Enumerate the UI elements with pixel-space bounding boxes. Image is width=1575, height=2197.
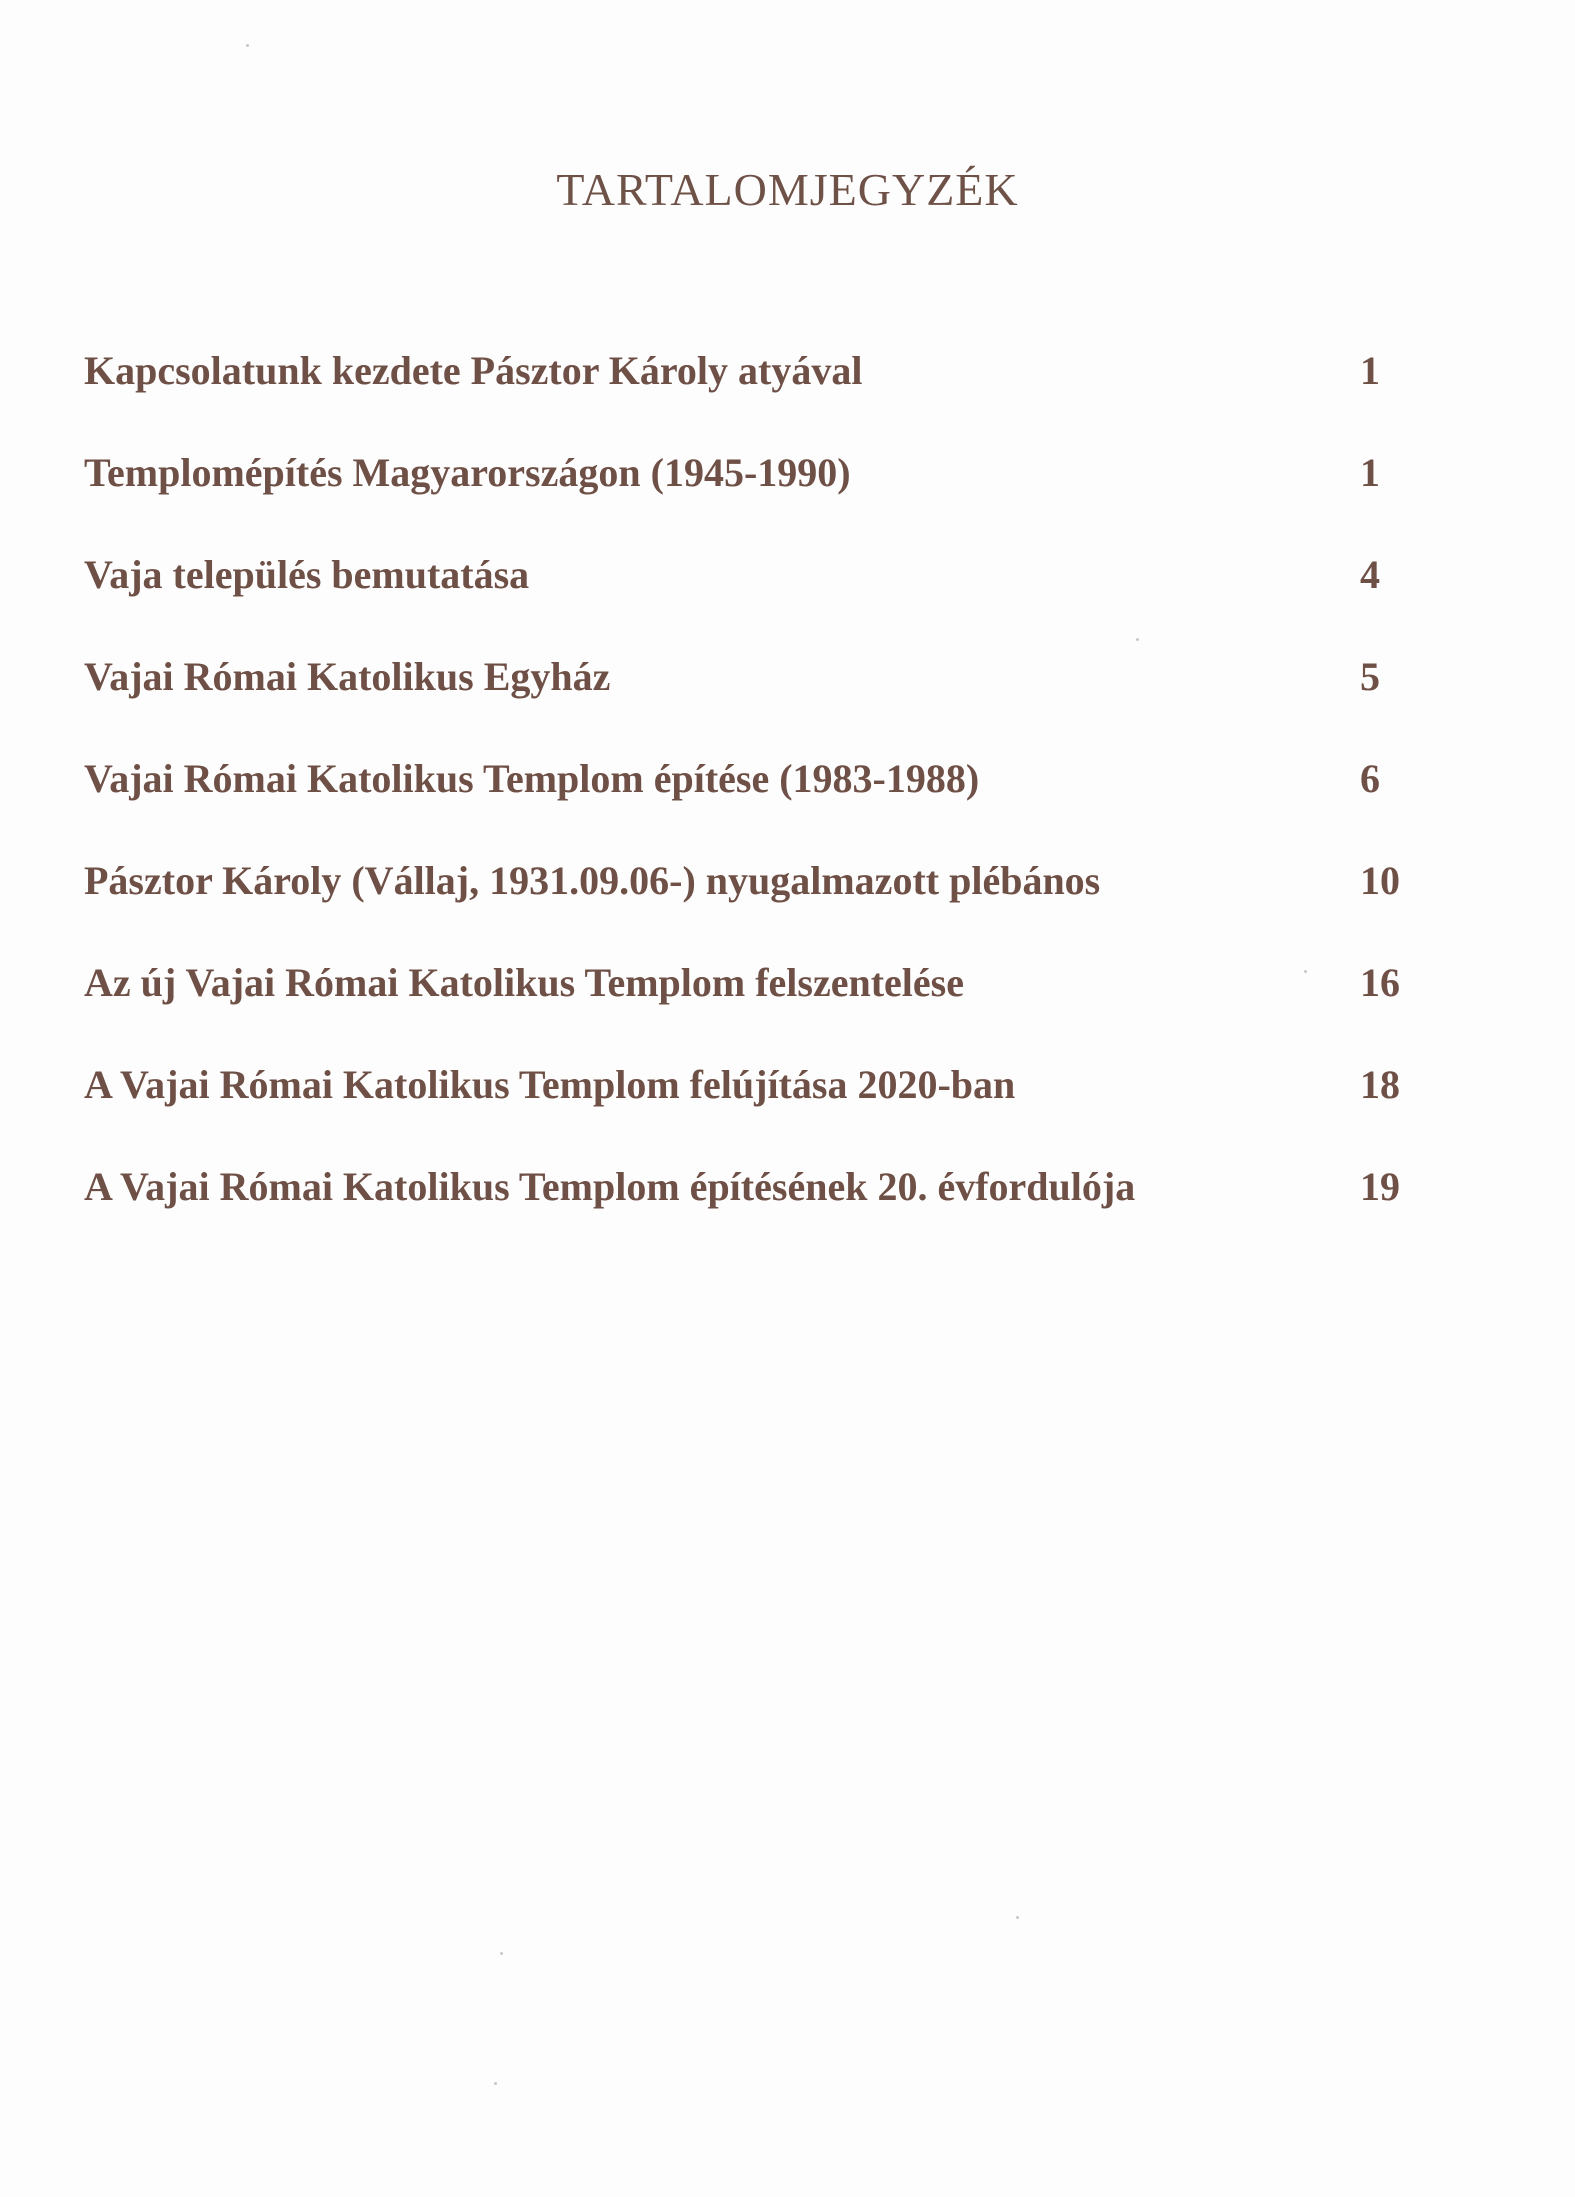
toc-entry-page-number: 4 xyxy=(1360,552,1380,597)
scan-speck xyxy=(1304,970,1307,973)
toc-entry xyxy=(84,344,1414,446)
toc-entry xyxy=(84,1058,1414,1160)
toc-entry-title: A Vajai Római Katolikus Templom felújítása 2020-ban xyxy=(84,1062,1016,1107)
toc-entry-title: Vajai Római Katolikus Templom építése (1983-1988) xyxy=(84,756,980,801)
toc-entry-page-number: 5 xyxy=(1360,654,1380,699)
toc-entry-title: Pásztor Károly (Vállaj, 1931.09.06-) nyugalmazott plébános xyxy=(84,858,1101,903)
table-of-contents xyxy=(84,344,1414,1262)
toc-entry-page-number: 19 xyxy=(1360,1164,1400,1209)
scan-speck xyxy=(500,1952,503,1955)
scan-speck xyxy=(246,44,249,47)
toc-entry-title: A Vajai Római Katolikus Templom építésének 20. évfordulója xyxy=(84,1164,1136,1209)
toc-entry xyxy=(84,548,1414,650)
toc-entry-page-number: 1 xyxy=(1360,450,1380,495)
scan-speck xyxy=(1016,1916,1019,1919)
toc-entry-title: Kapcsolatunk kezdete Pásztor Károly atyával xyxy=(84,348,863,393)
toc-entry xyxy=(84,854,1414,956)
page-title: TARTALOMJEGYZÉK xyxy=(556,164,1019,215)
toc-entry-title: Templomépítés Magyarországon (1945-1990) xyxy=(84,450,851,495)
scan-speck xyxy=(1136,638,1139,641)
scan-speck xyxy=(494,2082,497,2085)
toc-entry-title: Az új Vajai Római Katolikus Templom felszentelése xyxy=(84,960,964,1005)
toc-entry-page-number: 1 xyxy=(1360,348,1380,393)
toc-entry xyxy=(84,956,1414,1058)
toc-entry-page-number: 6 xyxy=(1360,756,1380,801)
toc-entry-title: Vajai Római Katolikus Egyház xyxy=(84,654,611,699)
toc-entry-page-number: 10 xyxy=(1360,858,1400,903)
toc-entry xyxy=(84,446,1414,548)
toc-entry-title: Vaja település bemutatása xyxy=(84,552,530,597)
toc-entry xyxy=(84,1160,1414,1262)
toc-entry xyxy=(84,752,1414,854)
toc-entry-page-number: 18 xyxy=(1360,1062,1400,1107)
toc-entry xyxy=(84,650,1414,752)
toc-entry-page-number: 16 xyxy=(1360,960,1400,1005)
